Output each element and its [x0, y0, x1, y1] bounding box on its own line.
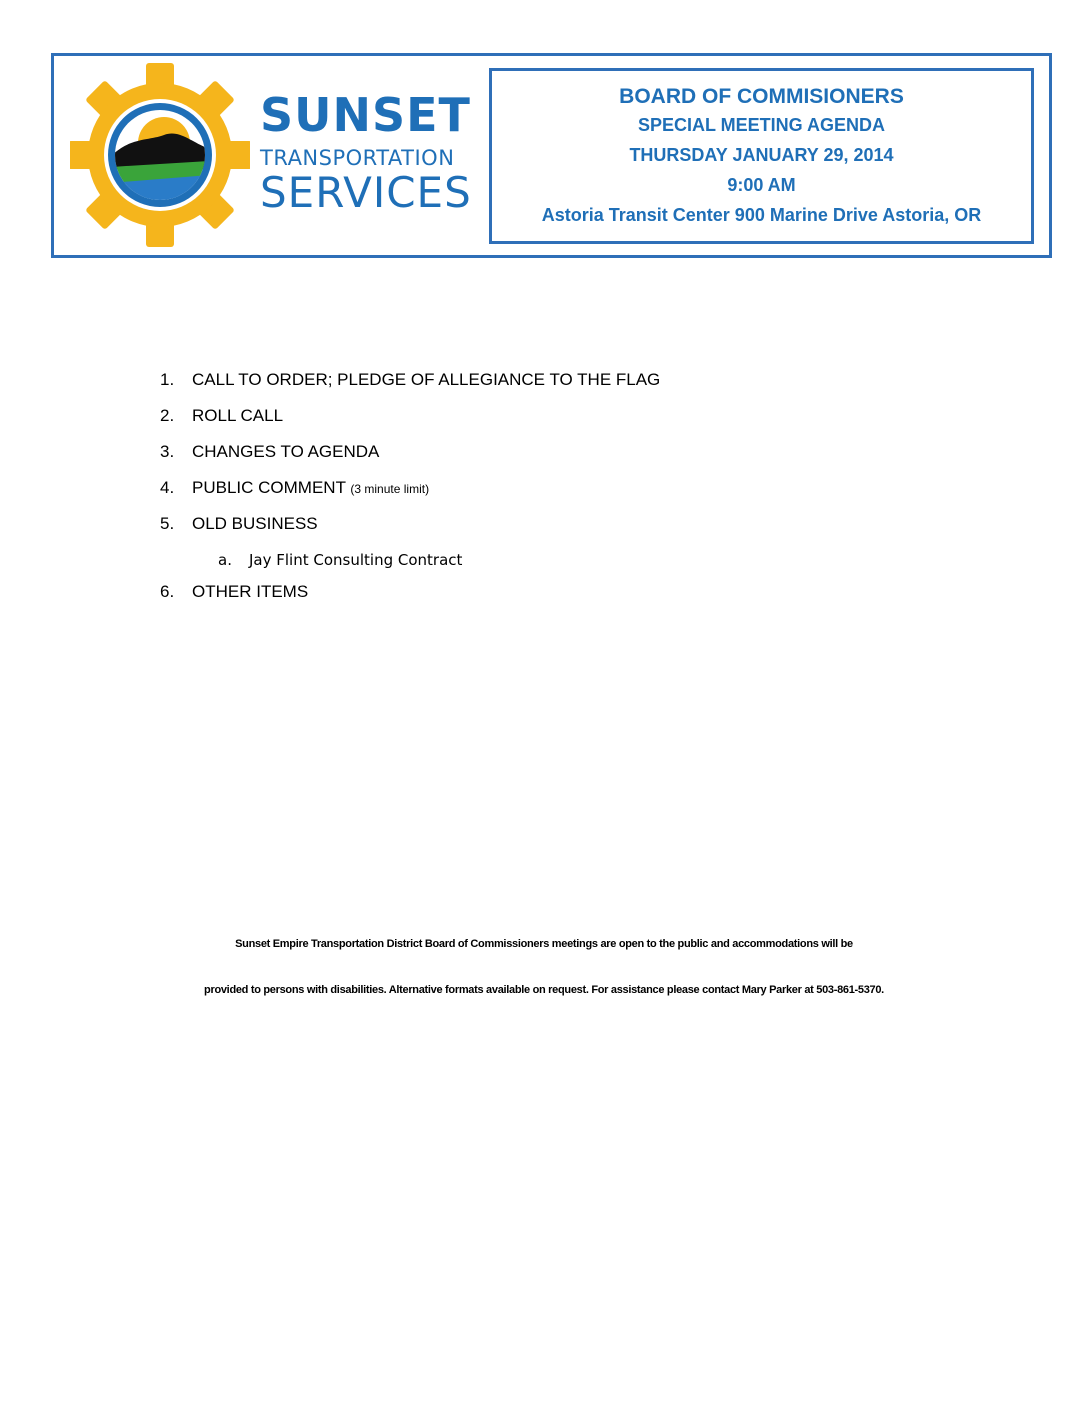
agenda-item-label: CALL TO ORDER; PLEDGE OF ALLEGIANCE TO THE FLAG [192, 370, 661, 389]
logo-wordmark [260, 88, 472, 217]
agenda-item-label: OTHER ITEMS [192, 582, 309, 601]
agenda-item-label: OLD BUSINESS [192, 514, 318, 533]
agenda-item-number: 6. [160, 582, 175, 601]
agenda-subitem-letter: a. [218, 551, 232, 569]
meeting-location: Astoria Transit Center 900 Marine Drive Astoria, OR [541, 205, 982, 225]
footer-notice-line-2: provided to persons with disabilities. Alternative formats available on request. For assistance please contact Mary Parker at 503-861-5370. [204, 984, 884, 996]
agenda-subitem [218, 551, 232, 569]
meeting-subtitle: SPECIAL MEETING AGENDA [637, 115, 886, 135]
agenda-item-label: CHANGES TO AGENDA [192, 442, 380, 461]
meeting-info-box [489, 68, 1034, 244]
meeting-time: 9:00 AM [727, 175, 796, 195]
agenda-item-number: 2. [160, 406, 175, 425]
meeting-title: BOARD OF COMMISIONERS [619, 85, 904, 108]
meeting-date: THURSDAY JANUARY 29, 2014 [629, 145, 894, 165]
agenda-item-number: 1. [160, 370, 175, 389]
agenda-item-number: 3. [160, 442, 175, 461]
agenda-item-note: (3 minute limit) [350, 482, 430, 496]
logo [70, 62, 480, 248]
agenda-item-label-text: PUBLIC COMMENT [192, 478, 346, 497]
agenda-item-label [192, 478, 429, 498]
logo-line-transportation: TRANSPORTATION [260, 146, 455, 170]
footer-notice-line-1: Sunset Empire Transportation District Board of Commissioners meetings are open to the public and accommodations will be [235, 938, 853, 950]
agenda-item-number: 5. [160, 514, 175, 533]
logo-line-services: SERVICES [260, 168, 472, 217]
gear-sun-logo-icon [70, 62, 250, 248]
agenda-item-number: 4. [160, 478, 175, 497]
agenda-subitem-label: Jay Flint Consulting Contract [249, 551, 463, 569]
agenda-item-label: ROLL CALL [192, 406, 284, 425]
logo-line-sunset: SUNSET [260, 88, 471, 142]
